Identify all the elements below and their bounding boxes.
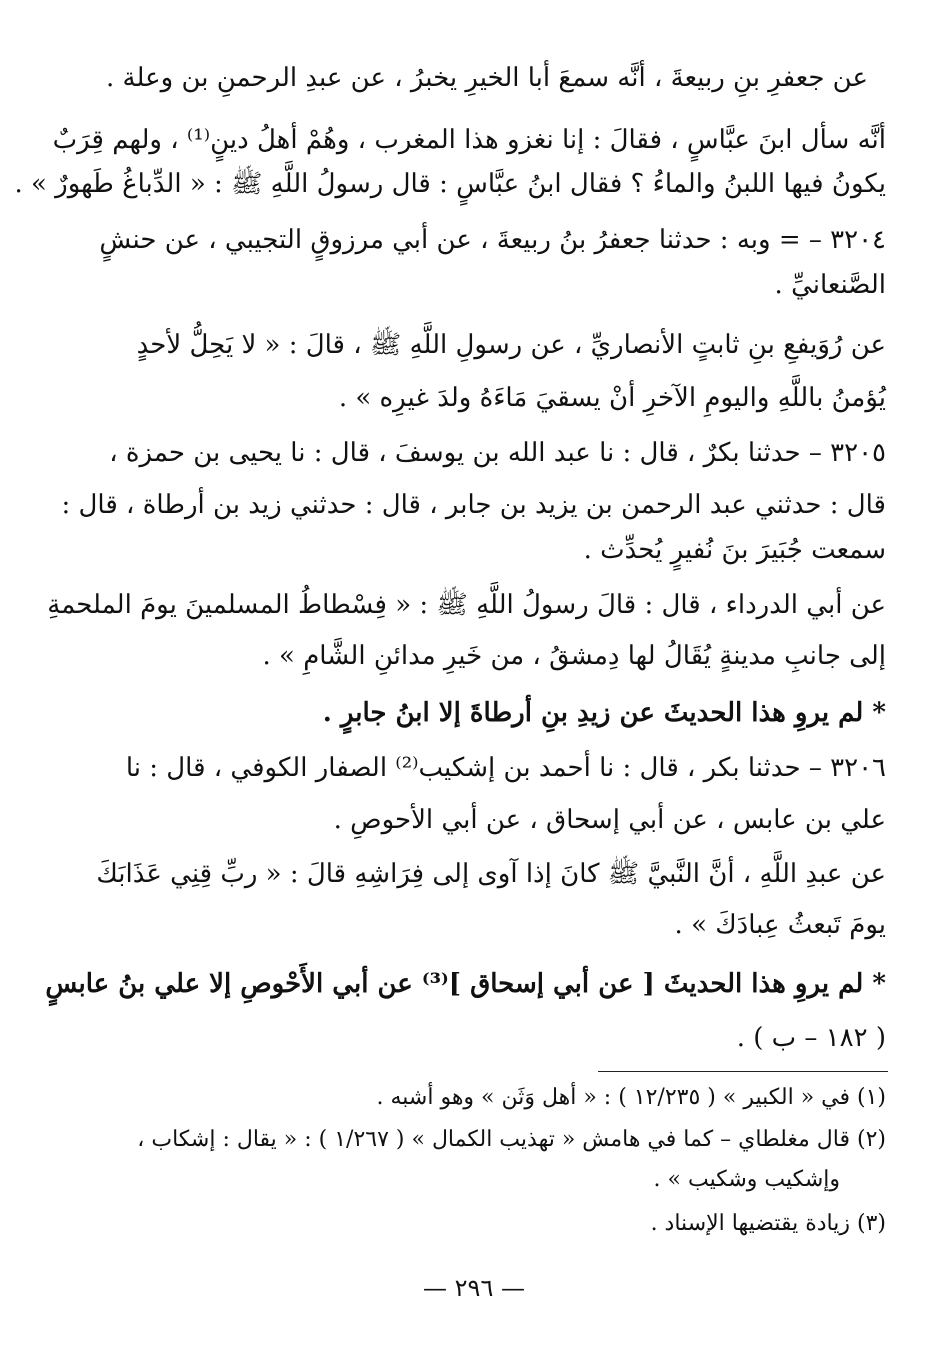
text-line: عن رُوَيفعِ بنِ ثابتٍ الأنصاريِّ ، عن رسولِ اللَّهِ ﷺ ، قالَ : « لا يَحِلُّ لأحدٍ: [136, 330, 886, 360]
text-line: علي بن عابس ، عن أبي إسحاق ، عن أبي الأحوصِ .: [333, 805, 886, 835]
text-line-note: * لم يروِ هذا الحديثَ عن زيدِ بنِ أرطاةَ إلا ابنُ جابرٍ .: [322, 698, 886, 728]
text-line: سمعت جُبَيرَ بنَ نُفيرٍ يُحدِّث .: [583, 535, 886, 565]
footnote-divider: [598, 1071, 888, 1072]
text-line: يومَ تَبعثُ عِبادَكَ » .: [674, 910, 886, 940]
page-number: — ٢٩٦ —: [423, 1274, 525, 1302]
text-line: ( ١٨٢ – ب ) .: [736, 1023, 886, 1053]
text-line: ٣٢٠٥ – حدثنا بكرٌ ، قال : نا عبد الله بن يوسفَ ، قال : نا يحيى بن حمزة ،: [109, 438, 886, 468]
text-line: يكونُ فيها اللبنُ والماءُ ؟ فقال ابنُ عبَّاسٍ : قال رسولُ اللَّهِ ﷺ : « الدِّباغُ طَهورٌ » .: [14, 169, 886, 199]
text-line: ٣٢٠٤ – = وبه : حدثنا جعفرُ بنُ ربيعةَ ، عن أبي مرزوقٍ التجيبي ، عن حنشٍ: [99, 225, 886, 255]
footnote-2-cont: وإشكيب وشكيب » .: [653, 1167, 840, 1192]
text-line: قال : حدثني عبد الرحمن بن يزيد بن جابر ، قال : حدثني زيد بن أرطاة ، قال :: [61, 490, 886, 520]
text-line: ٣٢٠٦ – حدثنا بكر ، قال : نا أحمد بن إشكيب⁽²⁾ الصفار الكوفي ، قال : نا: [125, 753, 886, 783]
text-line: الصَّنعانيِّ .: [774, 270, 886, 300]
text-line: إلى جانبِ مدينةٍ يُقَالُ لها دِمشقُ ، من خَيرِ مدائنِ الشَّامِ » .: [262, 641, 886, 671]
text-line: يُؤمنُ باللَّهِ واليومِ الآخرِ أنْ يسقيَ مَاءَهُ ولدَ غيرِه » .: [338, 383, 886, 413]
footnote-1: (١) في « الكبير » ( ١٢/٢٣٥ ) : « أهل وَثَن » وهو أشبه .: [376, 1085, 886, 1110]
text-line: عن أبي الدرداء ، قال : قالَ رسولُ اللَّهِ ﷺ : « فِسْطاطُ المسلمينَ يومَ الملحمةِ: [47, 590, 886, 620]
text-line: عن جعفرِ بنِ ربيعةَ ، أنَّه سمعَ أبا الخيرِ يخبرُ ، عن عبدِ الرحمنِ بن وعلة .: [106, 63, 868, 93]
text-line: أنَّه سأل ابنَ عبَّاسٍ ، فقالَ : إنا نغزو هذا المغرب ، وهُمْ أهلُ دينٍ⁽¹⁾ ، ولهم قِرَبٌ: [52, 125, 886, 155]
footnote-2: (٢) قال مغلطاي – كما في هامش « تهذيب الكمال » ( ١/٢٦٧ ) : « يقال : إشكاب ،: [137, 1127, 886, 1152]
text-line-note: * لم يروِ هذا الحديثَ [ عن أبي إسحاق ]⁽³⁾ عن أبي الأَحْوصِ إلا علي بنُ عابسٍ: [45, 969, 886, 999]
footnote-3: (٣) زيادة يقتضيها الإسناد .: [650, 1211, 886, 1236]
text-line: عن عبدِ اللَّهِ ، أنَّ النَّبيَّ ﷺ كانَ إذا آوى إلى فِرَاشِهِ قالَ : « ربِّ قِنِي عَذَابَكَ: [96, 859, 886, 889]
